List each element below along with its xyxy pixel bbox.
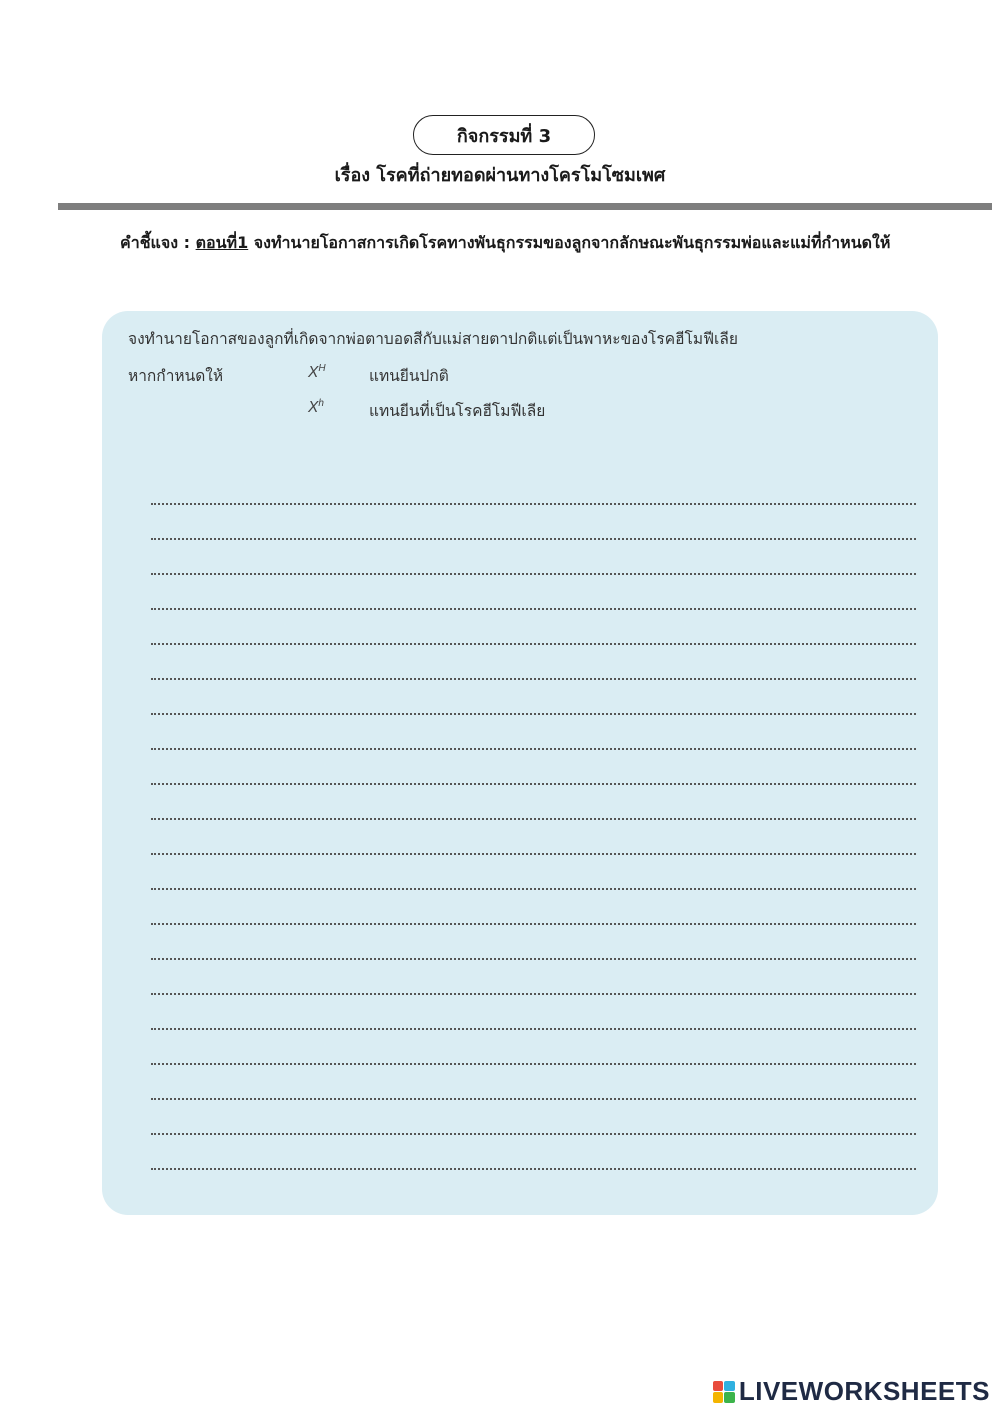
logo-square — [713, 1381, 724, 1392]
answer-line[interactable] — [151, 820, 916, 855]
worksheet-subtitle: เรื่อง โรคที่ถ่ายทอดผ่านทางโครโมโซมเพศ — [334, 165, 666, 186]
header-divider — [58, 203, 992, 210]
answer-line[interactable] — [151, 855, 916, 890]
legend-symbol-recessive: $X^h$ — [308, 398, 324, 417]
logo-square — [724, 1381, 735, 1392]
activity-title-badge — [413, 115, 595, 155]
instructions — [120, 228, 900, 258]
liveworksheets-logo — [713, 1376, 990, 1407]
answer-line[interactable] — [151, 925, 916, 960]
answer-line[interactable] — [151, 680, 916, 715]
answer-line[interactable] — [151, 1065, 916, 1100]
instructions-text: จงทำนายโอกาสการเกิดโรคทางพันธุกรรมของลูกจากลักษณะพันธุกรรมพ่อและแม่ที่กำหนดให้ — [253, 233, 891, 252]
answer-line[interactable] — [151, 995, 916, 1030]
answer-line[interactable] — [151, 575, 916, 610]
logo-square — [713, 1392, 724, 1403]
legend-symbol-dominant: $X^H$ — [308, 363, 326, 382]
liveworksheets-logo-icon — [713, 1381, 735, 1403]
answer-line[interactable] — [151, 785, 916, 820]
answer-line[interactable] — [151, 1100, 916, 1135]
answer-line[interactable] — [151, 750, 916, 785]
given-label: หากกำหนดให้ — [128, 367, 224, 385]
logo-square — [724, 1392, 735, 1403]
legend-meaning-recessive: แทนยีนที่เป็นโรคฮีโมฟีเลีย — [369, 402, 546, 420]
answer-line[interactable] — [151, 540, 916, 575]
answer-line[interactable] — [151, 505, 916, 540]
instructions-part: ตอนที่1 — [195, 233, 249, 252]
question-prompt: จงทำนายโอกาสของลูกที่เกิดจากพ่อตาบอดสีกับแม่สายตาปกติแต่เป็นพาหะของโรคฮีโมฟีเลีย — [128, 330, 738, 348]
answer-line[interactable] — [151, 1030, 916, 1065]
answer-line[interactable] — [151, 470, 916, 505]
answer-line[interactable] — [151, 715, 916, 750]
answer-line[interactable] — [151, 890, 916, 925]
brand-name: LIVEWORKSHEETS — [738, 1376, 990, 1406]
answer-line[interactable] — [151, 1135, 916, 1170]
answer-line[interactable] — [151, 645, 916, 680]
instructions-label: คำชี้แจง : — [120, 233, 191, 252]
answer-line[interactable] — [151, 610, 916, 645]
answer-lines[interactable] — [151, 470, 916, 1170]
activity-title: กิจกรรมที่ 3 — [456, 125, 552, 147]
legend-meaning-dominant: แทนยีนปกติ — [369, 367, 449, 385]
answer-line[interactable] — [151, 960, 916, 995]
